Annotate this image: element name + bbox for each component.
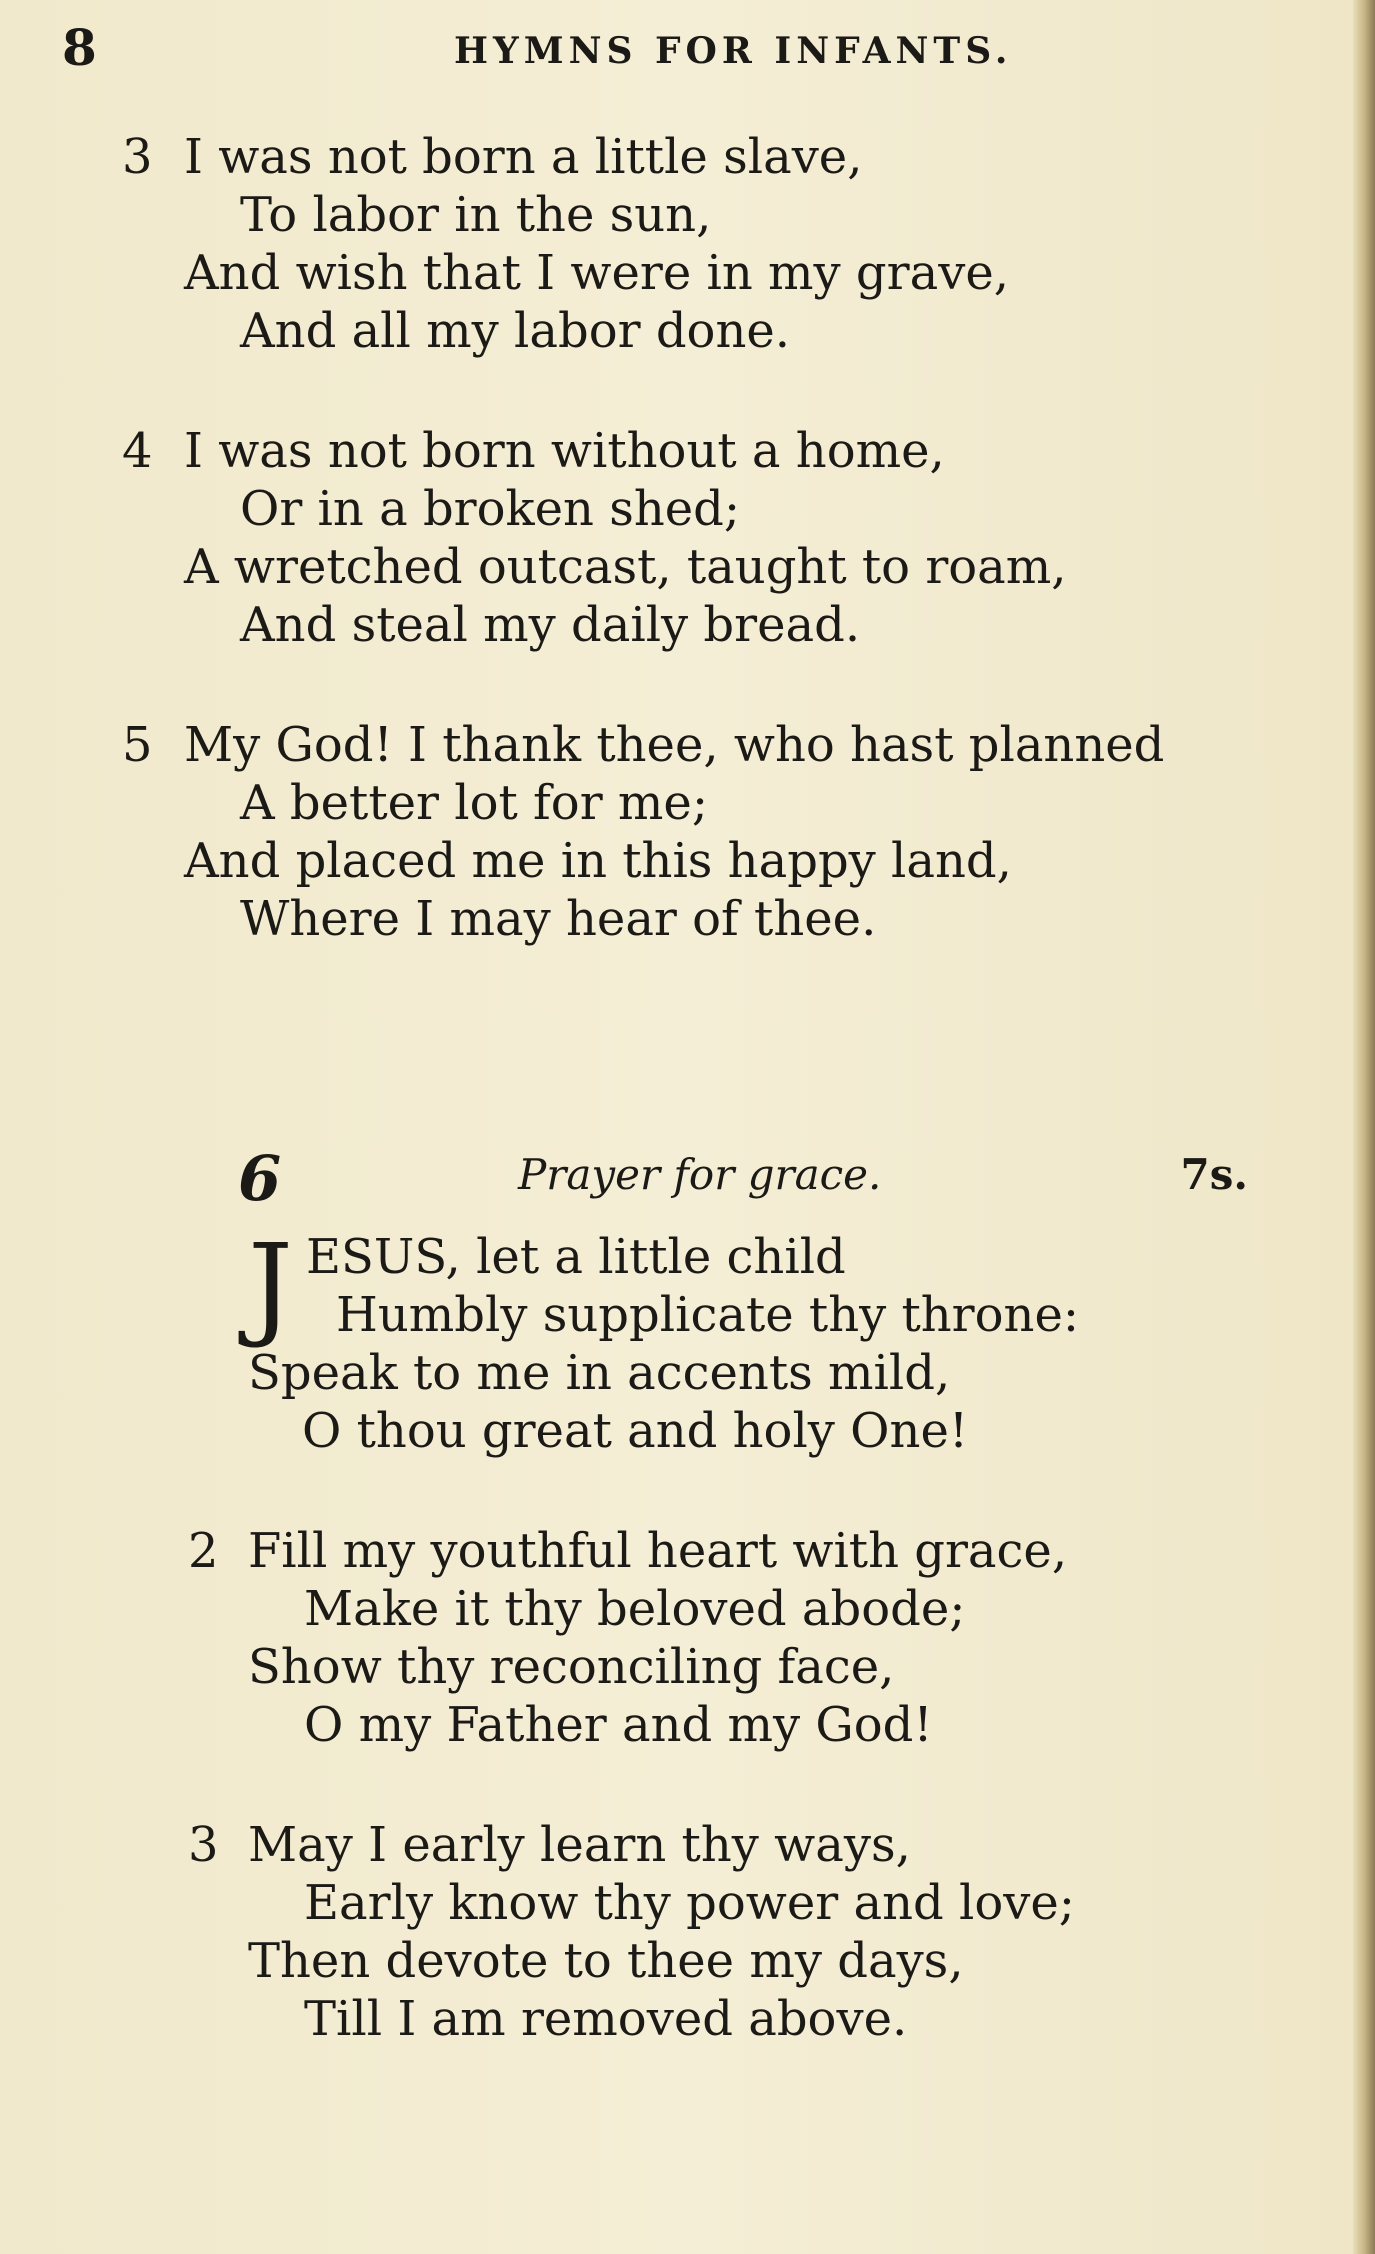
stanza-number: 3 [122, 129, 153, 185]
stanza-number: 2 [188, 1523, 219, 1579]
verse-line: 3 I was not born a little slave, [122, 129, 863, 185]
verse-line: Or in a broken shed; [240, 481, 741, 537]
verse-line: ESUS, let a little child [306, 1229, 846, 1285]
verse-line: 2 Fill my youthful heart with grace, [188, 1523, 1068, 1579]
hymn-number: 6 [238, 1142, 282, 1215]
stanza-number: 5 [122, 717, 153, 773]
verse-line: Where I may hear of thee. [240, 891, 877, 947]
verse-line: Make it thy beloved abode; [304, 1581, 966, 1637]
verse-line: And all my labor done. [240, 303, 791, 359]
verse-line: A better lot for me; [240, 775, 708, 831]
running-head: HYMNS FOR INFANTS. [454, 30, 1013, 72]
verse-line: 5 My God! I thank thee, who hast planned [122, 717, 1165, 773]
verse-line: 3 May I early learn thy ways, [188, 1817, 911, 1873]
verse-line: And wish that I were in my grave, [184, 245, 1009, 301]
verse-line: Early know thy power and love; [304, 1875, 1075, 1931]
drop-cap: J [248, 1221, 293, 1351]
hymn5-stanza-5 [122, 716, 1164, 948]
hymn-title: Prayer for grace. [518, 1150, 882, 1199]
page-number: 8 [62, 18, 97, 77]
hymn5-stanza-4 [122, 422, 1067, 654]
verse-line: Till I am removed above. [304, 1991, 908, 2047]
hymn6-stanza-3 [188, 1816, 1075, 2048]
verse-line: O my Father and my God! [304, 1697, 933, 1753]
page-header [62, 18, 1315, 78]
verse-line: 4 I was not born without a home, [122, 423, 945, 479]
verse-line: To labor in the sun, [240, 187, 712, 243]
stanza-number: 3 [188, 1817, 219, 1873]
hymn-heading [238, 1142, 1248, 1215]
hymn-meter: 7s. [1180, 1150, 1248, 1199]
hymn5-stanza-3 [122, 128, 1009, 360]
hymn6-stanza-1 [248, 1221, 1080, 1460]
verse-line: And steal my daily bread. [240, 597, 861, 653]
stanza-number: 4 [122, 423, 153, 479]
verse-line: Speak to me in accents mild, [248, 1345, 951, 1401]
verse-line: Humbly supplicate thy throne: [336, 1287, 1080, 1343]
verse-line: O thou great and holy One! [302, 1403, 969, 1459]
hymn6-stanza-2 [188, 1522, 1067, 1754]
verse-line: Show thy reconciling face, [248, 1639, 895, 1695]
verse-line: Then devote to thee my days, [248, 1933, 964, 1989]
verse-line: A wretched outcast, taught to roam, [184, 539, 1067, 595]
verse-line: And placed me in this happy land, [184, 833, 1012, 889]
page-edge [1353, 0, 1375, 2254]
